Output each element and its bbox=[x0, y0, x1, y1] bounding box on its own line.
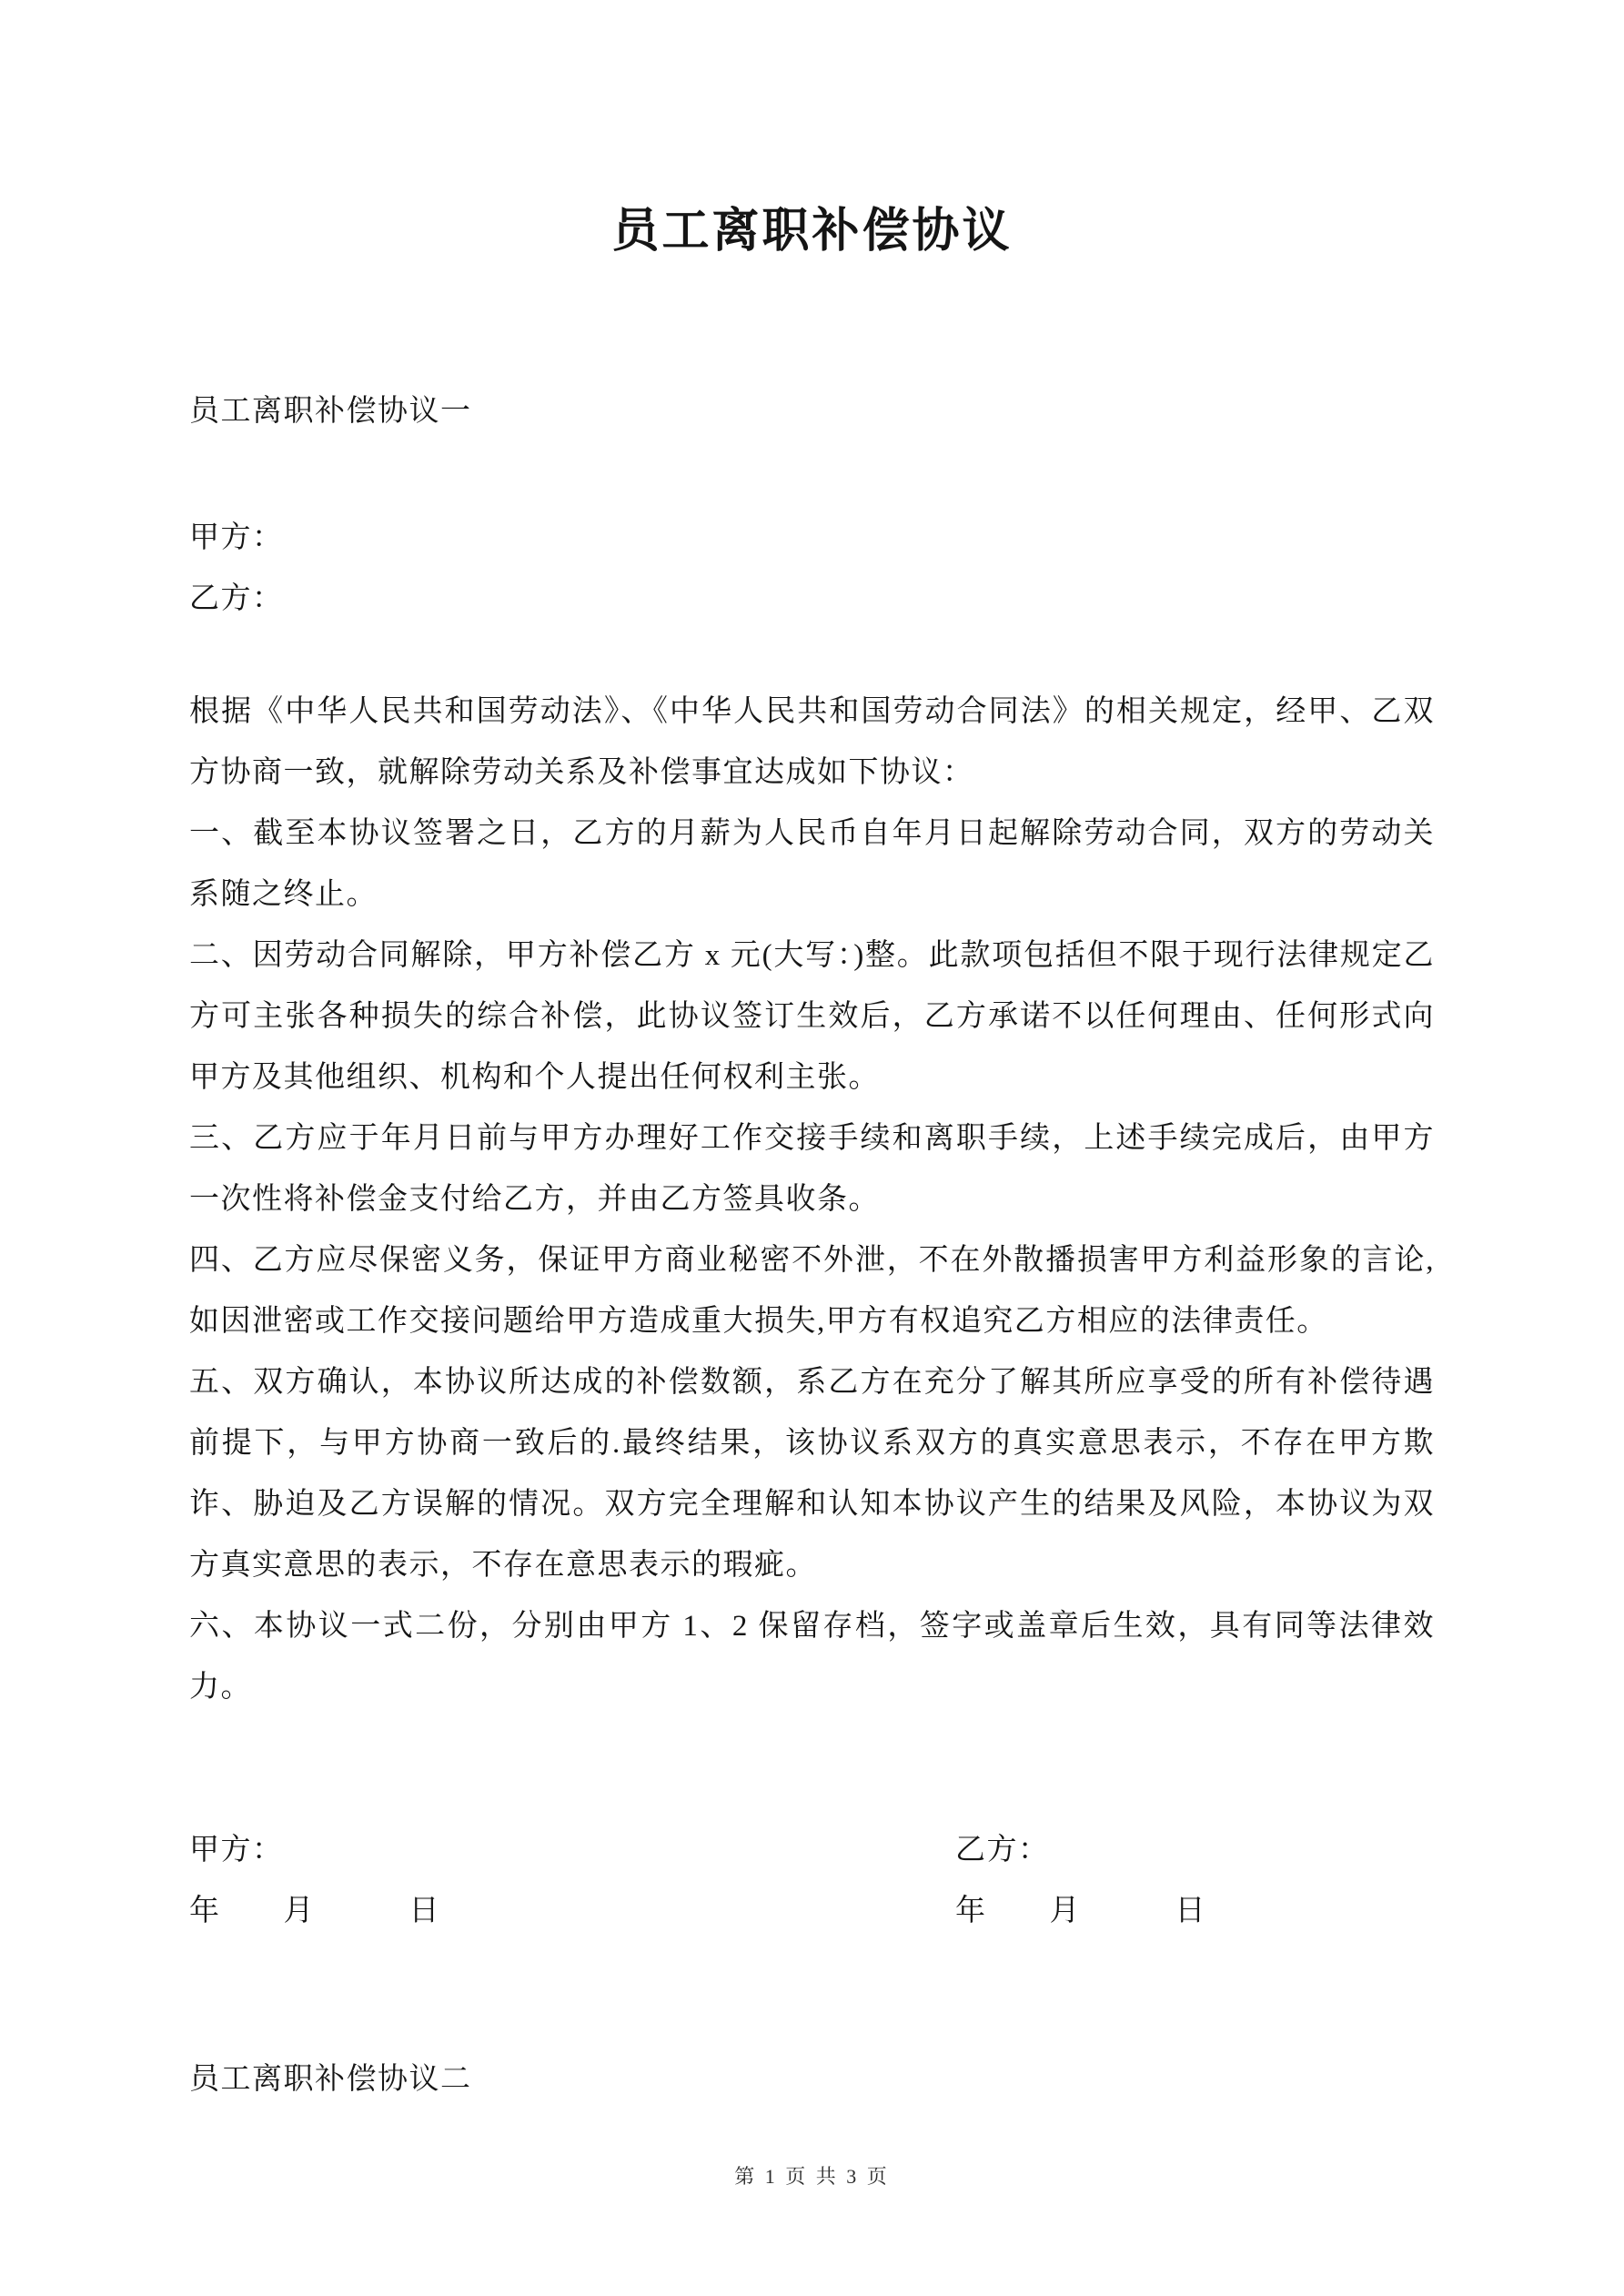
section-two-label: 员工离职补偿协议二 bbox=[189, 2063, 472, 2096]
party-b-label: 乙方： bbox=[189, 582, 284, 615]
signature-row bbox=[189, 1820, 1435, 1881]
signature-party-b-label: 乙方： bbox=[955, 1834, 1050, 1866]
signature-date-party-a: 年 月 日 bbox=[189, 1895, 440, 1927]
paragraph-clause-5: 五、双方确认，本协议所达成的补偿数额，系乙方在充分了解其所应享受的所有补偿待遇前提下，与甲方协商一致后的.最终结果，该协议系双方的真实意思表示，不存在甲方欺诈、胁迫及乙方误解的情况。双方完全理解和认知本协议产生的结果及风险，本协议为双方真实意思的表示，不存在意思表示的瑕疵。 bbox=[189, 1366, 1435, 1582]
paragraph-clause-3: 三、乙方应于年月日前与甲方办理好工作交接手续和离职手续，上述手续完成后，由甲方一次性将补偿金支付给乙方，并由乙方签具收条。 bbox=[189, 1122, 1435, 1216]
document-title: 员工离职补偿协议 bbox=[611, 205, 1013, 258]
paragraph-clause-6: 六、本协议一式二份，分别由甲方 1、2 保留存档，签字或盖章后生效，具有同等法律效力。 bbox=[189, 1610, 1435, 1704]
party-a-label: 甲方： bbox=[189, 521, 284, 554]
signature-date-row bbox=[189, 1881, 1435, 1942]
paragraph-clause-4: 四、乙方应尽保密义务，保证甲方商业秘密不外泄，不在外散播损害甲方利益形象的言论,如因泄密或工作交接问题给甲方造成重大损失,甲方有权追究乙方相应的法律责任。 bbox=[189, 1244, 1435, 1338]
page-number-footer: 第 1 页 共 3 页 bbox=[734, 2165, 890, 2188]
signature-party-a-label: 甲方： bbox=[189, 1834, 284, 1866]
party-block bbox=[189, 508, 1435, 630]
agreement-body bbox=[189, 682, 1435, 1718]
paragraph-clause-1: 一、截至本协议签署之日，乙方的月薪为人民币自年月日起解除劳动合同，双方的劳动关系随之终止。 bbox=[189, 817, 1435, 911]
paragraph-preamble: 根据《中华人民共和国劳动法》、《中华人民共和国劳动合同法》的相关规定，经甲、乙双方协商一致，就解除劳动关系及补偿事宜达成如下协议： bbox=[189, 695, 1435, 789]
section-one-label: 员工离职补偿协议一 bbox=[189, 395, 472, 428]
signature-date-party-b: 年 月 日 bbox=[955, 1895, 1206, 1927]
paragraph-clause-2: 二、因劳动合同解除，甲方补偿乙方 x 元(大写：)整。此款项包括但不限于现行法律规定乙方可主张各种损失的综合补偿，此协议签订生效后，乙方承诺不以任何理由、任何形式向甲方及其他组织、机构和个人提出任何权利主张。 bbox=[189, 939, 1435, 1094]
